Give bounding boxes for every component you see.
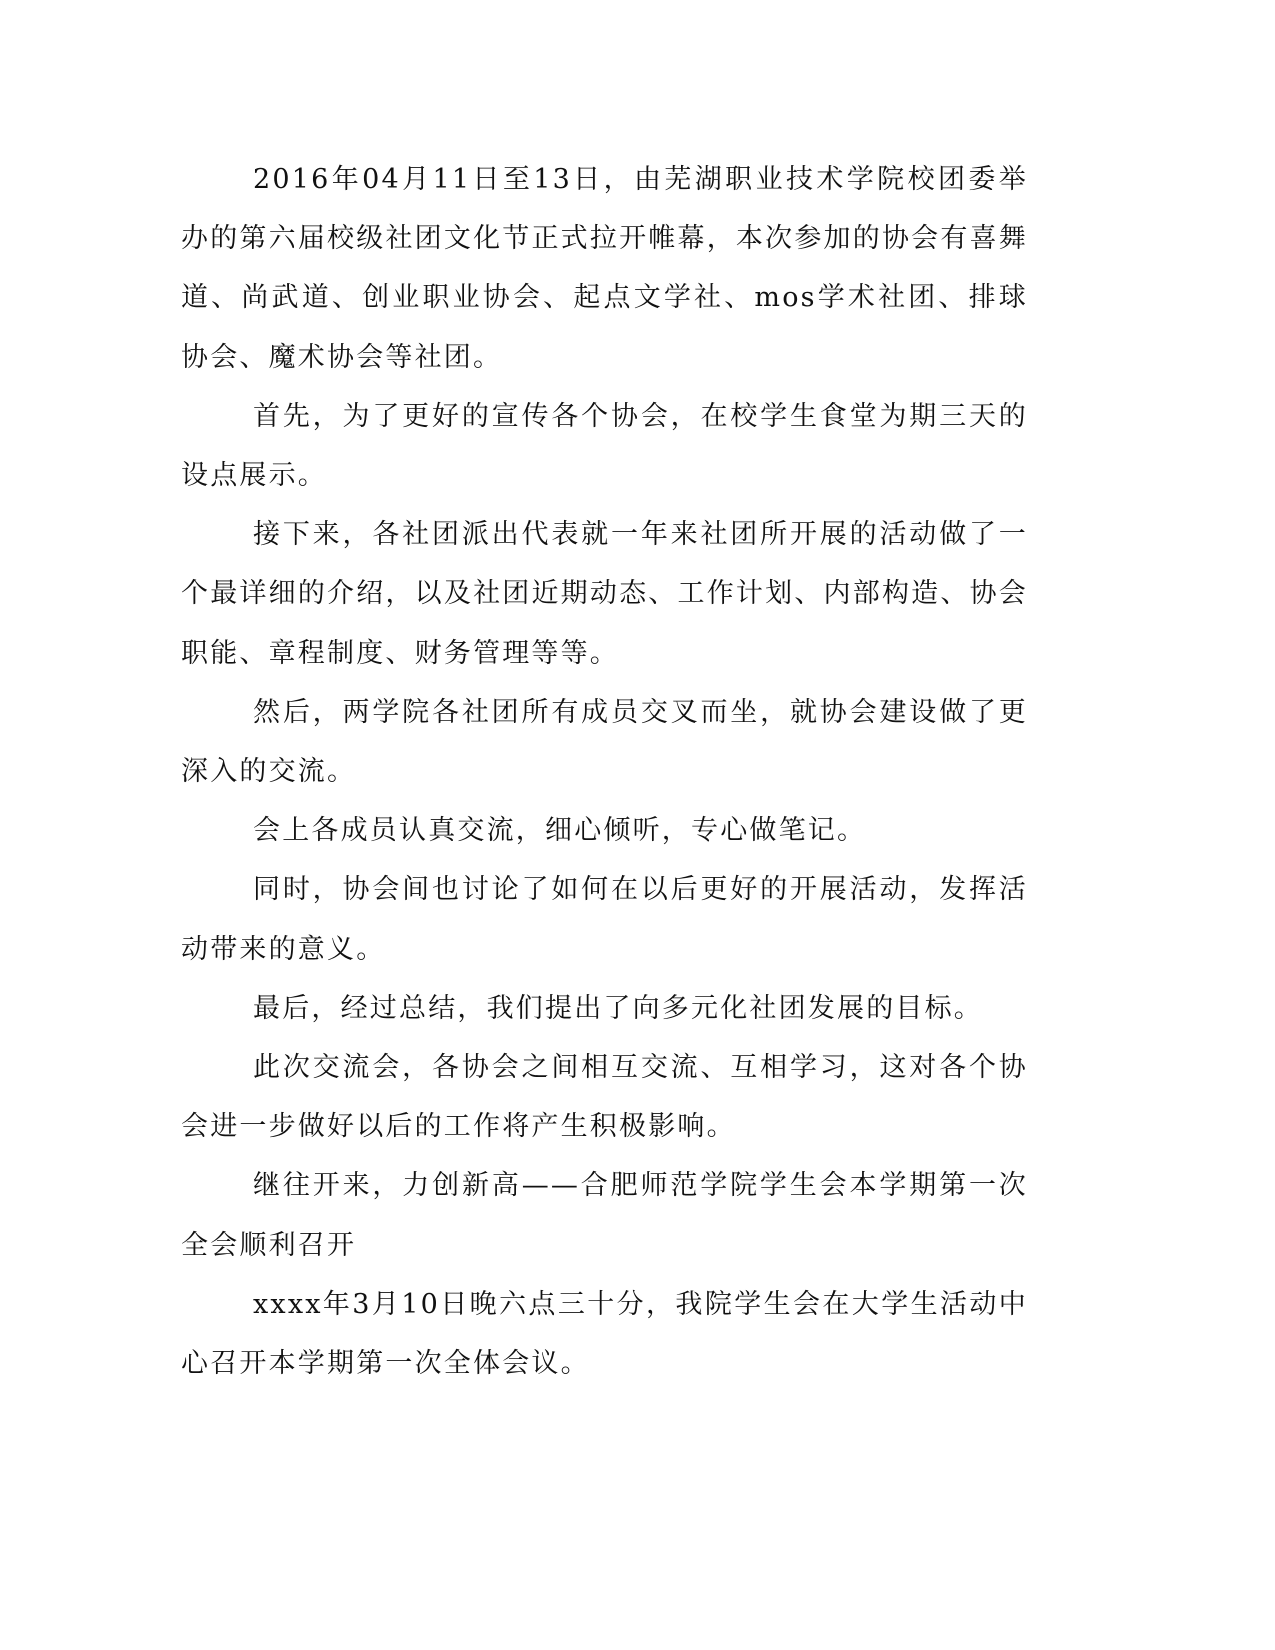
paragraph-next: 接下来，各社团派出代表就一年来社团所开展的活动做了一个最详细的介绍，以及社团近期动态、工作计划、内部构造、协会职能、章程制度、财务管理等等。: [181, 519, 1028, 669]
paragraph-culture-festival: 2016年04月11日至13日，由芜湖职业技术学院校团委举办的第六届校级社团文化节正式拉开帷幕，本次参加的协会有喜舞道、尚武道、创业职业协会、起点文学社、mos学术社团、排球协会、魔术协会等社团。: [181, 164, 1028, 373]
paragraph-first: 首先，为了更好的宣传各个协会，在校学生食堂为期三天的设点展示。: [181, 400, 1028, 492]
paragraph-meeting: 会上各成员认真交流，细心倾听，专心做笔记。: [253, 815, 867, 847]
paragraph-meanwhile: 同时，协会间也讨论了如何在以后更好的开展活动，发挥活动带来的意义。: [181, 874, 1028, 965]
document-page: [181, 150, 1028, 1393]
paragraph-then: 然后，两学院各社团所有成员交叉而坐，就协会建设做了更深入的交流。: [181, 696, 1028, 788]
paragraph-finally: 最后，经过总结，我们提出了向多元化社团发展的目标。: [253, 992, 983, 1024]
paragraph-exchange: 此次交流会，各协会之间相互交流、互相学习，这对各个协会进一步做好以后的工作将产生积极影响。: [181, 1052, 1028, 1143]
paragraph-heading-student-union: 继往开来，力创新高——合肥师范学院学生会本学期第一次全会顺利召开: [181, 1170, 1028, 1261]
paragraph-meeting-date: xxxx年3月10日晚六点三十分，我院学生会在大学生活动中心召开本学期第一次全体会议。: [181, 1288, 1028, 1380]
